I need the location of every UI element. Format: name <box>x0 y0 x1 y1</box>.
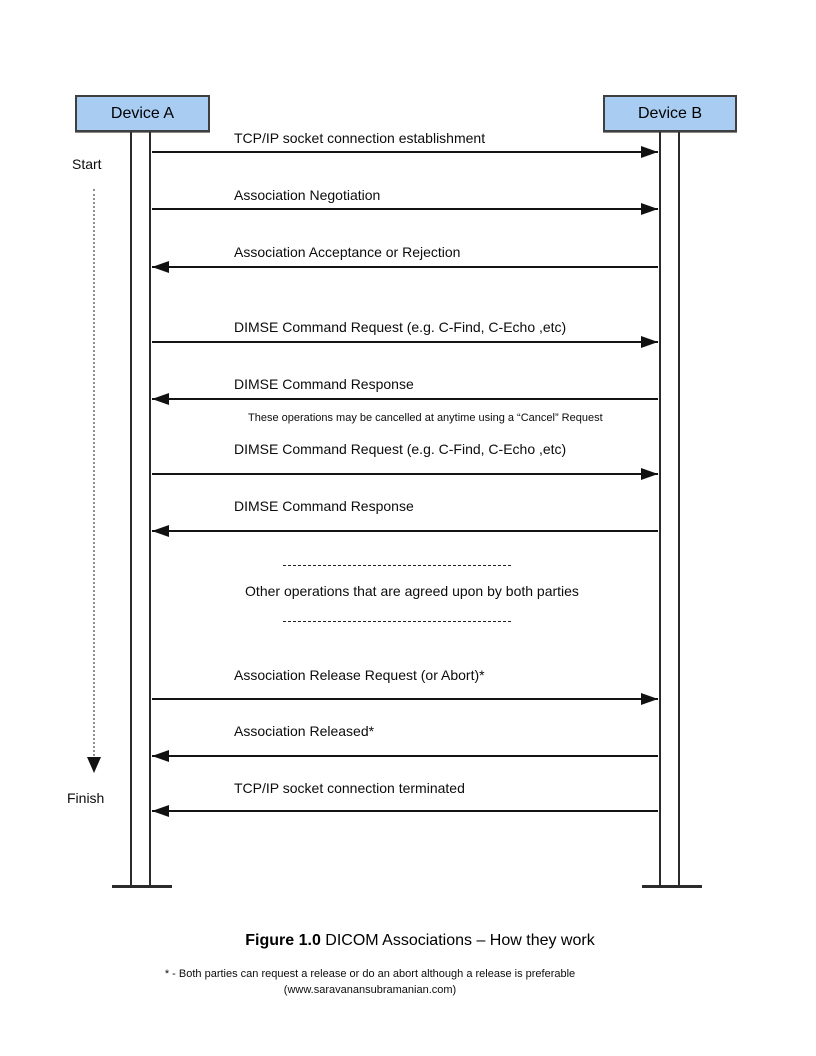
message-assoc-accept-arrow <box>152 266 658 268</box>
message-dimse-request-1-label: DIMSE Command Request (e.g. C-Find, C-Echo ,etc) <box>234 319 567 335</box>
cancel-note: These operations may be cancelled at anytime using a “Cancel” Request <box>248 412 603 424</box>
footnote-line-1: * - Both parties can request a release or do an abort although a release is preferable <box>164 968 576 980</box>
message-assoc-released-label: Association Released* <box>234 723 375 739</box>
arrowhead-right-icon <box>641 203 658 215</box>
arrowhead-right-icon <box>641 146 658 158</box>
message-assoc-released-arrow <box>152 755 658 757</box>
message-assoc-negotiation-label: Association Negotiation <box>234 187 381 203</box>
other-operations-text: Other operations that are agreed upon by both parties <box>245 583 579 599</box>
message-dimse-request-1-arrow <box>152 341 658 343</box>
arrowhead-left-icon <box>152 525 169 537</box>
arrowhead-right-icon <box>641 336 658 348</box>
arrowhead-left-icon <box>152 261 169 273</box>
timeline-dotted-line <box>93 189 95 756</box>
message-assoc-accept-label: Association Acceptance or Rejection <box>234 244 461 260</box>
device-b-label: Device B <box>637 104 703 122</box>
device-a-lifeline-base <box>112 885 172 888</box>
message-assoc-release-request-label: Association Release Request (or Abort)* <box>234 667 485 683</box>
arrowhead-left-icon <box>152 393 169 405</box>
message-tcp-terminated-label: TCP/IP socket connection terminated <box>234 780 465 796</box>
figure-caption-text: DICOM Associations – How they work <box>320 932 595 949</box>
message-dimse-response-1-arrow <box>152 398 658 400</box>
message-dimse-response-1-label: DIMSE Command Response <box>234 376 414 392</box>
start-label: Start <box>72 156 102 172</box>
arrowhead-right-icon <box>641 468 658 480</box>
message-dimse-request-2-arrow <box>152 473 658 475</box>
message-tcp-connect-arrow <box>152 151 658 153</box>
dashed-separator-top <box>283 565 511 566</box>
arrowhead-right-icon <box>641 693 658 705</box>
device-b-lifeline-right <box>678 132 680 886</box>
figure-caption-number: Figure 1.0 <box>245 932 321 949</box>
device-b-lifeline-base <box>642 885 702 888</box>
figure-caption <box>12 931 816 950</box>
dashed-separator-bottom <box>283 621 511 622</box>
arrowhead-left-icon <box>152 805 169 817</box>
device-a-lifeline-right <box>149 132 151 886</box>
message-dimse-response-2-arrow <box>152 530 658 532</box>
device-a-lifeline-left <box>130 132 132 886</box>
device-b-box <box>603 95 737 132</box>
message-tcp-connect-label: TCP/IP socket connection establishment <box>234 130 486 146</box>
device-b-lifeline-left <box>659 132 661 886</box>
message-assoc-release-request-arrow <box>152 698 658 700</box>
finish-label: Finish <box>67 790 105 806</box>
message-dimse-response-2-label: DIMSE Command Response <box>234 498 414 514</box>
arrowhead-left-icon <box>152 750 169 762</box>
footnote-line-2: (www.saravanansubramanian.com) <box>283 984 457 996</box>
message-tcp-terminated-arrow <box>152 810 658 812</box>
device-a-label: Device A <box>110 104 175 122</box>
device-a-box <box>75 95 210 132</box>
message-assoc-negotiation-arrow <box>152 208 658 210</box>
timeline-arrowhead-icon <box>87 757 101 773</box>
message-dimse-request-2-label: DIMSE Command Request (e.g. C-Find, C-Echo ,etc) <box>234 441 567 457</box>
